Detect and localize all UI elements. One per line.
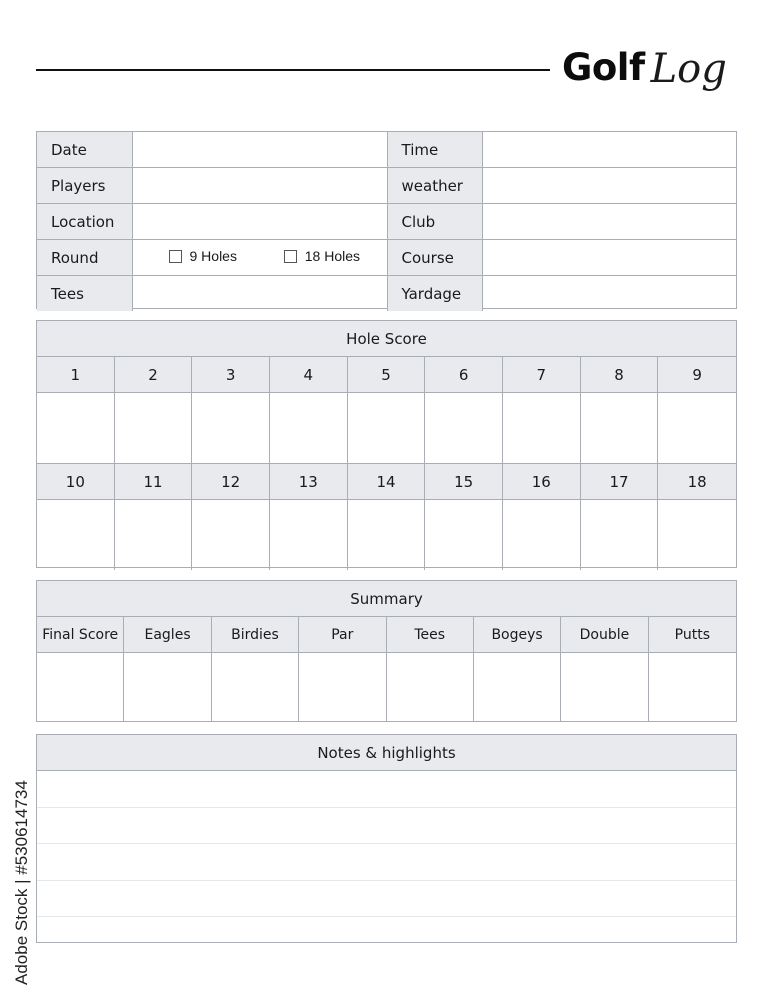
hole-score-field[interactable] — [581, 500, 659, 570]
hole-number: 1 — [37, 357, 115, 393]
label-course: Course — [387, 240, 482, 276]
hole-score-field[interactable] — [658, 393, 736, 464]
hole-number: 4 — [270, 357, 348, 393]
notes-title: Notes & highlights — [37, 735, 736, 771]
hole-number: 7 — [503, 357, 581, 393]
hole-score-field[interactable] — [348, 393, 426, 464]
label-round: Round — [37, 240, 132, 276]
hole-number: 3 — [192, 357, 270, 393]
hole-score-field[interactable] — [270, 393, 348, 464]
summary-column-header: Par — [299, 617, 386, 653]
summary-field[interactable] — [387, 653, 474, 722]
hole-number: 15 — [425, 464, 503, 500]
field-yardage[interactable] — [482, 276, 736, 312]
note-line[interactable] — [37, 771, 736, 808]
hole-number: 17 — [581, 464, 659, 500]
summary-field[interactable] — [124, 653, 211, 722]
field-club[interactable] — [482, 204, 736, 240]
title-script: Log — [650, 46, 727, 92]
title-rule — [36, 69, 550, 71]
title-bold: Golf — [562, 46, 645, 89]
hole-number: 10 — [37, 464, 115, 500]
hole-number: 5 — [348, 357, 426, 393]
field-players[interactable] — [132, 168, 387, 204]
summary-column-header: Tees — [387, 617, 474, 653]
summary-title: Summary — [37, 581, 736, 617]
hole-score-field[interactable] — [37, 393, 115, 464]
hole-score-title: Hole Score — [37, 321, 736, 357]
hole-score-field[interactable] — [581, 393, 659, 464]
summary-column-header: Eagles — [124, 617, 211, 653]
note-line[interactable] — [37, 808, 736, 845]
hole-number: 11 — [115, 464, 193, 500]
label-players: Players — [37, 168, 132, 204]
checkbox-18-holes[interactable] — [284, 248, 360, 264]
info-row-players — [37, 168, 736, 204]
front-nine — [37, 357, 736, 464]
hole-score-table — [36, 320, 737, 568]
summary-column-header: Bogeys — [474, 617, 561, 653]
info-row-tees — [37, 276, 736, 312]
summary-column-header: Putts — [649, 617, 736, 653]
hole-number: 13 — [270, 464, 348, 500]
hole-score-field[interactable] — [270, 500, 348, 570]
field-round — [132, 240, 387, 276]
summary-field[interactable] — [649, 653, 736, 722]
checkbox-9-holes[interactable] — [169, 248, 237, 264]
checkbox-9-holes-label: 9 Holes — [189, 248, 237, 265]
summary-column-header: Birdies — [212, 617, 299, 653]
field-time[interactable] — [482, 132, 736, 168]
summary-field[interactable] — [37, 653, 124, 722]
summary-field[interactable] — [474, 653, 561, 722]
hole-score-field[interactable] — [425, 500, 503, 570]
hole-number: 6 — [425, 357, 503, 393]
label-date: Date — [37, 132, 132, 168]
summary-grid — [37, 617, 736, 722]
checkbox-square-icon — [284, 250, 297, 263]
summary-field[interactable] — [299, 653, 386, 722]
hole-number: 9 — [658, 357, 736, 393]
field-location[interactable] — [132, 204, 387, 240]
info-row-date — [37, 132, 736, 168]
back-nine — [37, 464, 736, 570]
summary-field[interactable] — [561, 653, 648, 722]
checkbox-square-icon — [169, 250, 182, 263]
field-tees[interactable] — [132, 276, 387, 312]
note-line[interactable] — [37, 844, 736, 881]
hole-score-field[interactable] — [348, 500, 426, 570]
hole-score-field[interactable] — [115, 393, 193, 464]
summary-column-header: Double — [561, 617, 648, 653]
field-weather[interactable] — [482, 168, 736, 204]
label-club: Club — [387, 204, 482, 240]
hole-number: 8 — [581, 357, 659, 393]
summary-table — [36, 580, 737, 722]
hole-number: 14 — [348, 464, 426, 500]
hole-score-field[interactable] — [37, 500, 115, 570]
info-row-location — [37, 204, 736, 240]
note-line[interactable] — [37, 881, 736, 918]
hole-score-field[interactable] — [658, 500, 736, 570]
summary-field[interactable] — [212, 653, 299, 722]
hole-score-field[interactable] — [192, 500, 270, 570]
label-weather: weather — [387, 168, 482, 204]
hole-number: 18 — [658, 464, 736, 500]
stock-watermark-id: Adobe Stock | #530614734 — [12, 780, 31, 985]
field-course[interactable] — [482, 240, 736, 276]
info-table — [36, 131, 737, 309]
field-date[interactable] — [132, 132, 387, 168]
hole-score-field[interactable] — [503, 500, 581, 570]
hole-score-field[interactable] — [115, 500, 193, 570]
note-line[interactable] — [37, 917, 736, 953]
label-time: Time — [387, 132, 482, 168]
checkbox-18-holes-label: 18 Holes — [304, 248, 361, 265]
hole-number: 16 — [503, 464, 581, 500]
label-tees: Tees — [37, 276, 132, 312]
hole-score-field[interactable] — [503, 393, 581, 464]
label-yardage: Yardage — [387, 276, 482, 312]
hole-score-field[interactable] — [425, 393, 503, 464]
notes-section — [36, 734, 737, 943]
info-row-round — [37, 240, 736, 276]
summary-column-header: Final Score — [37, 617, 124, 653]
hole-score-field[interactable] — [192, 393, 270, 464]
hole-number: 12 — [192, 464, 270, 500]
hole-number: 2 — [115, 357, 193, 393]
page-title — [562, 44, 727, 90]
label-location: Location — [37, 204, 132, 240]
